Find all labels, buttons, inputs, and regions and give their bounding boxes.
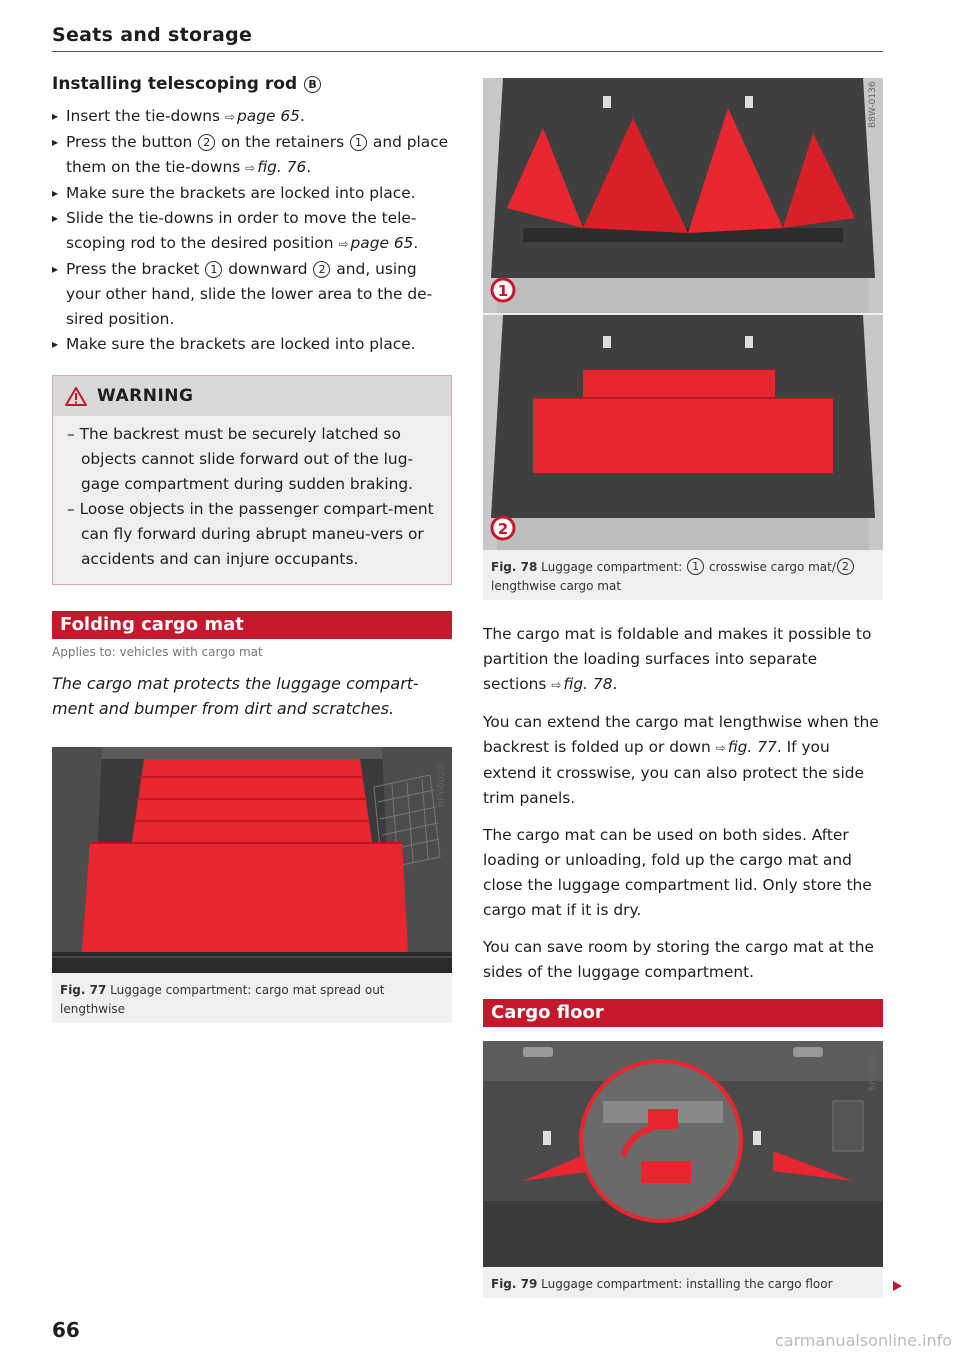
text-run: crosswise cargo mat/	[705, 560, 836, 574]
text-run: .	[306, 158, 312, 176]
figure-79-image	[483, 1041, 883, 1267]
reference-arrow-icon: ⇨	[338, 237, 349, 251]
reference-arrow-icon: ⇨	[245, 161, 256, 175]
callout-number: 2	[837, 558, 854, 575]
text-run: The cargo mat can be used on both sides. After loading or unloading, fold up the cargo mat and close the luggage compartment lid. Only store the cargo mat if it is dry.	[483, 826, 872, 919]
page-number: 66	[52, 1318, 80, 1342]
folding-cargo-mat-heading: Folding cargo mat	[52, 611, 452, 639]
applies-to-note: Applies to: vehicles with cargo mat	[52, 645, 263, 659]
text-run: Make sure the brackets are locked into place.	[66, 184, 416, 202]
text-run: The cargo mat is foldable and makes it possible to partition the loading surfaces into separate sections	[483, 625, 872, 693]
header-divider	[52, 51, 883, 52]
install-step	[52, 104, 452, 130]
section-title: Seats and storage	[52, 24, 253, 46]
text-run: Luggage compartment:	[541, 560, 687, 574]
body-paragraph	[483, 935, 883, 985]
figure-78-code: B8W-0136	[868, 81, 878, 128]
figure-79-caption	[483, 1267, 883, 1298]
continue-arrow-icon	[891, 1280, 903, 1292]
warning-body	[53, 416, 451, 584]
install-step	[52, 130, 452, 181]
text-run: and, using your other hand, slide the lower area to the de-sired position.	[66, 260, 433, 328]
cross-reference-link[interactable]	[245, 158, 306, 176]
text-run: You can extend the cargo mat lengthwise when the backrest is folded up or down	[483, 713, 879, 756]
reference-text: page 65	[350, 234, 414, 252]
figure-77-caption	[52, 973, 452, 1023]
figure-79-text: Luggage compartment: installing the cargo floor	[541, 1277, 833, 1291]
install-steps-list	[52, 104, 452, 357]
warning-item: – Loose objects in the passenger compart-ment can fly forward during abrupt maneu-vers or accidents and can injure occupants.	[67, 500, 434, 568]
install-step	[52, 181, 452, 206]
callout-number: 2	[313, 261, 330, 278]
warning-item: – The backrest must be securely latched so objects cannot slide forward out of the lug-gage compartment during sudden braking.	[67, 425, 414, 493]
text-run: You can save room by storing the cargo mat at the sides of the luggage compartment.	[483, 938, 874, 981]
callout-1-label: 1	[497, 282, 509, 300]
folding-intro: The cargo mat protects the luggage compart-ment and bumper from dirt and scratches.	[52, 674, 419, 718]
callout-number: 1	[205, 261, 222, 278]
callout-number: 1	[687, 558, 704, 575]
figure-79	[483, 1041, 883, 1298]
install-step	[52, 206, 452, 257]
callout-number: 2	[198, 134, 215, 151]
install-rod-heading	[52, 74, 452, 94]
figure-77-image	[52, 747, 452, 973]
cross-reference-link[interactable]	[225, 107, 300, 125]
figure-79-code: BFY-0051	[868, 1049, 878, 1091]
figure-78-caption	[483, 550, 883, 600]
footer-watermark: carmanualsonline.info	[775, 1331, 953, 1350]
figure-77-text: Luggage compartment: cargo mat spread out lengthwise	[60, 983, 385, 1016]
warning-title: WARNING	[97, 386, 194, 406]
reference-arrow-icon: ⇨	[224, 110, 236, 124]
text-run: and place them on the tie-downs	[66, 133, 449, 176]
text-run: Press the button	[66, 133, 198, 151]
text-run: .	[612, 675, 618, 693]
warning-box	[52, 375, 452, 585]
left-column	[52, 74, 452, 1023]
reference-text: fig. 77	[727, 738, 777, 756]
install-marker-b: B	[304, 76, 321, 93]
cargo-floor-heading: Cargo floor	[483, 999, 883, 1027]
reference-text: fig. 76	[257, 158, 307, 176]
text-run: Press the bracket	[66, 260, 205, 278]
install-rod-title: Installing telescoping rod	[52, 74, 298, 94]
text-run: .	[413, 234, 419, 252]
figure-79-label: Fig. 79	[491, 1277, 538, 1291]
text-run: on the retainers	[216, 133, 349, 151]
body-paragraph	[483, 823, 883, 923]
warning-header	[53, 376, 451, 416]
text-run: Insert the tie-downs	[66, 107, 225, 125]
figure-78-image	[483, 78, 883, 550]
cross-reference-link[interactable]	[551, 675, 612, 693]
figure-77-label: Fig. 77	[60, 983, 107, 997]
reference-text: page 65	[237, 107, 300, 125]
callout-2-label: 2	[497, 520, 509, 538]
cargo-mat-paragraphs	[483, 622, 883, 985]
install-step	[52, 257, 452, 332]
cross-reference-link[interactable]	[338, 234, 413, 252]
text-run: lengthwise cargo mat	[491, 579, 622, 593]
cross-reference-link[interactable]	[716, 738, 777, 756]
figure-78-label: Fig. 78	[491, 560, 538, 574]
text-run: downward	[223, 260, 313, 278]
install-step	[52, 332, 452, 357]
warning-triangle-icon	[65, 387, 87, 406]
body-paragraph	[483, 622, 883, 698]
text-run: . If you extend it crosswise, you can also protect the side trim panels.	[483, 738, 864, 807]
body-paragraph	[483, 710, 883, 811]
text-run: .	[299, 107, 305, 125]
reference-arrow-icon: ⇨	[715, 741, 726, 755]
figure-77-code: BFY-0020	[437, 765, 447, 807]
right-column	[483, 78, 883, 1298]
callout-number: 1	[350, 134, 367, 151]
figure-78	[483, 78, 883, 600]
text-run: Make sure the brackets are locked into place.	[66, 335, 416, 353]
reference-arrow-icon: ⇨	[551, 678, 562, 692]
text-run: Slide the tie-downs in order to move the tele-scoping rod to the desired position	[66, 209, 417, 252]
reference-text: fig. 78	[563, 675, 613, 693]
figure-77	[52, 747, 452, 1023]
